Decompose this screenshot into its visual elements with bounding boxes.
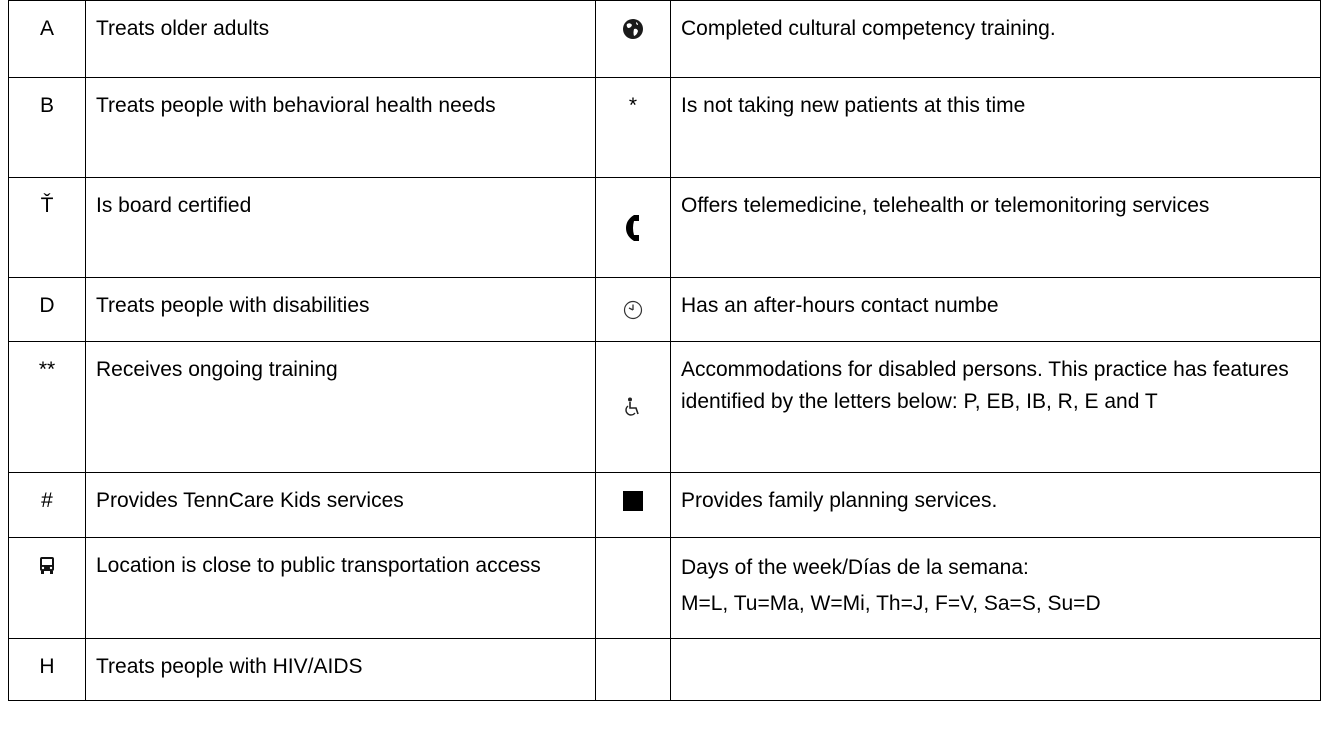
clock-icon: [623, 300, 643, 320]
legend-description: Treats people with HIV/AIDS: [86, 639, 596, 701]
legend-row: [9, 639, 1321, 701]
legend-symbol: *: [596, 78, 671, 178]
legend-symbol: [596, 538, 671, 639]
legend-symbol: [596, 1, 671, 78]
legend-row: [9, 178, 1321, 278]
legend-row: [9, 1, 1321, 78]
legend-row: [9, 538, 1321, 639]
legend-code: B: [9, 78, 86, 178]
legend-description: Is board certified: [86, 178, 596, 278]
legend-code: Ť: [9, 178, 86, 278]
bus-icon: [38, 556, 56, 576]
legend-code: **: [9, 342, 86, 473]
legend-description: [671, 538, 1321, 639]
legend-symbol: [596, 178, 671, 278]
legend-symbol: [596, 639, 671, 701]
telephone-handset-icon: [625, 214, 641, 242]
legend-code: H: [9, 639, 86, 701]
legend-description: Treats older adults: [86, 1, 596, 78]
black-square-icon: [622, 490, 644, 512]
legend-row: [9, 78, 1321, 178]
legend-description: Provides TennCare Kids services: [86, 473, 596, 538]
legend-description: Completed cultural competency training.: [671, 1, 1321, 78]
legend-description: Location is close to public transportation access: [86, 538, 596, 639]
globe-icon: [622, 18, 644, 40]
legend-description: Treats people with behavioral health needs: [86, 78, 596, 178]
legend-code: #: [9, 473, 86, 538]
legend-description: Is not taking new patients at this time: [671, 78, 1321, 178]
legend-description: Provides family planning services.: [671, 473, 1321, 538]
legend-description: Accommodations for disabled persons. This practice has features identified by the letters below: P, EB, IB, R, E and T: [671, 342, 1321, 473]
days-abbreviations: M=L, Tu=Ma, W=Mi, Th=J, F=V, Sa=S, Su=D: [681, 592, 1101, 615]
legend-row: [9, 473, 1321, 538]
legend-row: [9, 278, 1321, 342]
legend-description: Offers telemedicine, telehealth or telemonitoring services: [671, 178, 1321, 278]
wheelchair-icon: [624, 397, 642, 417]
legend-description: Has an after-hours contact numbe: [671, 278, 1321, 342]
legend-row: [9, 342, 1321, 473]
provider-legend-table: [8, 0, 1321, 701]
legend-symbol: [9, 538, 86, 639]
legend-code: D: [9, 278, 86, 342]
legend-symbol: [596, 278, 671, 342]
legend-symbol: [596, 342, 671, 473]
legend-description: Treats people with disabilities: [86, 278, 596, 342]
legend-code: A: [9, 1, 86, 78]
legend-symbol: [596, 473, 671, 538]
days-heading: Days of the week/Días de la semana:: [681, 556, 1029, 579]
legend-description: Receives ongoing training: [86, 342, 596, 473]
legend-description: [671, 639, 1321, 701]
